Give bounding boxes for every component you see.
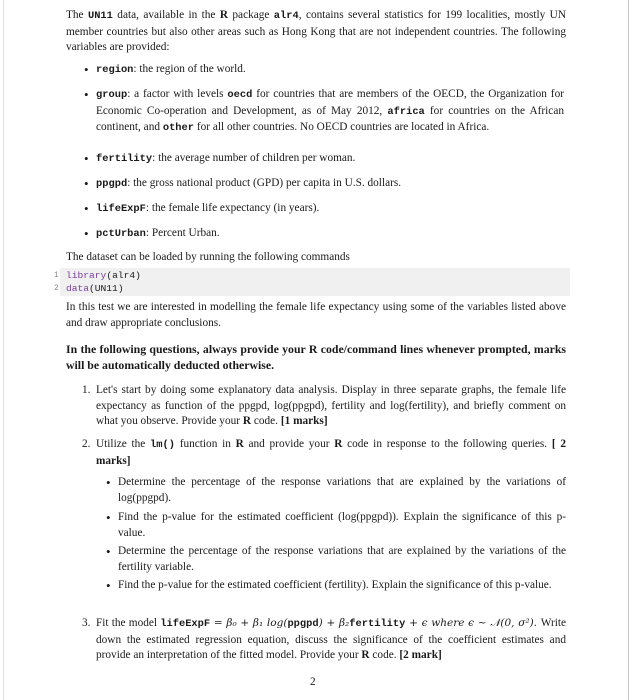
question-number: 3. [82, 617, 91, 629]
page-number: 2 [310, 676, 316, 688]
page-border-right [628, 0, 629, 700]
bullet: • [84, 87, 89, 102]
line-number: 2 [54, 284, 59, 293]
page-border-left [3, 0, 4, 700]
interest-paragraph: In this test we are interested in modelling the female life expectancy using some of the variables listed above and draw appropriate conclusions. [66, 301, 566, 329]
question-number: 2. [82, 438, 91, 450]
intro-paragraph: The UN11 data, available in the R package alr4, contains several statistics for 199 localities, mostly UN member countries but also other areas such as Hong Kong that are not independent countries. The following variables are provided: [66, 9, 567, 53]
bullet: • [106, 475, 111, 490]
bullet: • [84, 151, 89, 166]
question-number: 1. [82, 384, 91, 396]
bullet: • [84, 226, 89, 241]
bullet: • [84, 62, 89, 77]
instruction-paragraph: In the following questions, always provide your R code/command lines whenever prompted, marks will be automatically deducted otherwise. [66, 342, 566, 372]
line-number: 1 [54, 271, 59, 280]
bullet: • [106, 544, 111, 559]
load-instruction: The dataset can be loaded by running the following commands [66, 251, 350, 263]
document-page: The UN11 data, available in the R package alr4, contains several statistics for 199 localities, mostly UN member countries but also other areas such as Hong Kong that are not independent countries. The following variables are provided: • region: the region of the world. • group: a factor with levels oecd for countries that are members of the OECD, the Organization for Economic Co-operation and Development, as of May 2012, africa for countries on the African continent, and other for all other countries. No OECD countries are located in Africa. • fertility: the average number of children per woman. • ppgpd: the gross national product (GPD) per capita in U.S. dollars. • lifeExpF: the female life expectancy (in years). • pctUrban: Percent Urban. The dataset can be loaded by running the following commands 1 library(alr4) 2 data(UN11) In this test we are interested in modelling the female life expectancy using some of the variables listed above and draw appropriate conclusions. In the following questions, always provide your R code/command lines whenever prompted, marks will be automatically deducted otherwise. 1. Let's start by doing some explanatory data analysis. Display in three separate graphs, the female life expectancy as function of the ppgpd, log(ppgpd), fertility and log(fertility), and briefly comment on what you observe. Provide your R code. [1 marks] 2. Utilize the lm() function in R and provide your R code in response to the following queries. [ 2 marks] • Determine the percentage of the response variations that are explained by the variations of log(ppgpd). • Find the p-value for the estimated coefficient (log(ppgpd)). Explain the significance of this p-value. • Determine the percentage of the response variations that are explained by the variations of the fertility variable. • Find the p-value for the estimated coefficient (fertility). Explain the significance of this p-value. 3. Fit the model lifeExpF = β₀ + β₁ log(ppgpd) + β₂fertility + ϵ where ϵ ~ 𝒩(0, σ²). Write down the estimated regression equation, discuss the significance of the coefficient estimates and provide an interpretation of the fitted model. Provide your R code. [2 mark] 2 [0, 0, 632, 700]
code-block: 1 library(alr4) 2 data(UN11) [60, 268, 570, 296]
bullet: • [106, 510, 111, 525]
bullet: • [84, 176, 89, 191]
bullet: • [106, 578, 111, 593]
bullet: • [84, 201, 89, 216]
